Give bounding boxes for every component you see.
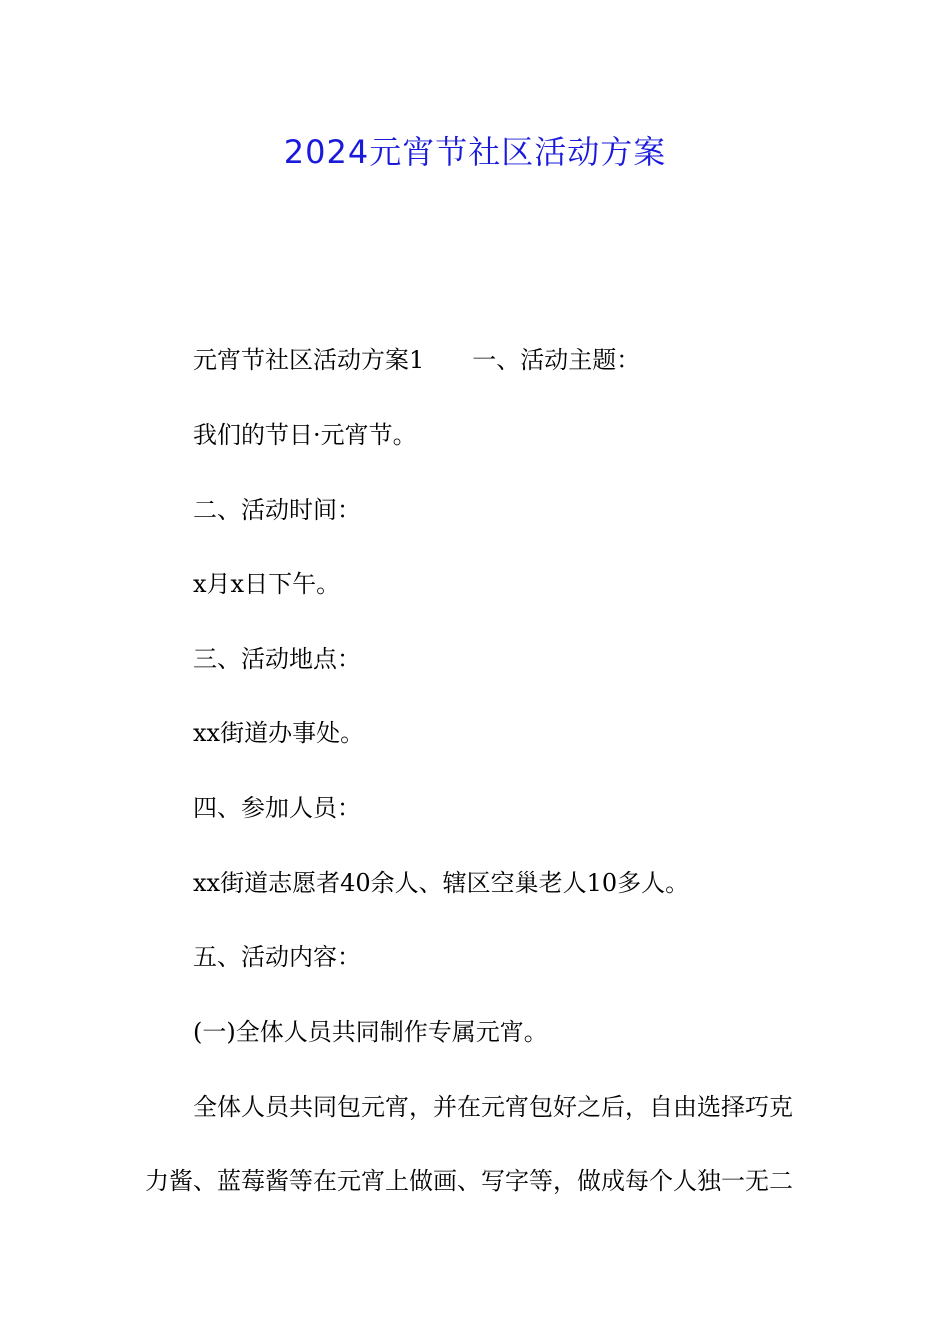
- paragraph-location: xx街道办事处。: [193, 719, 365, 747]
- section-heading-theme: 一、活动主题：: [472, 346, 641, 374]
- section-heading-participants: 四、参加人员：: [193, 794, 361, 822]
- paragraph-body-line-1: 全体人员共同包元宵，并在元宵包好之后，自由选择巧克: [193, 1093, 793, 1121]
- plan-subtitle: 元宵节社区活动方案1: [193, 346, 425, 374]
- subsection-heading-1: (一)全体人员共同制作专属元宵。: [193, 1018, 548, 1046]
- paragraph-theme: 我们的节日·元宵节。: [193, 421, 417, 449]
- paragraph-participants: xx街道志愿者40余人、辖区空巢老人10多人。: [193, 869, 690, 897]
- paragraph-heading-line: [193, 343, 640, 377]
- section-heading-content: 五、活动内容：: [193, 943, 361, 971]
- document-title: 2024元宵节社区活动方案: [283, 133, 667, 171]
- paragraph-body-line-2: 力酱、蓝莓酱等在元宵上做画、写字等，做成每个人独一无二: [145, 1167, 793, 1195]
- section-heading-location: 三、活动地点：: [193, 645, 361, 673]
- paragraph-time: x月x日下午。: [193, 570, 341, 598]
- section-heading-time: 二、活动时间：: [193, 496, 361, 524]
